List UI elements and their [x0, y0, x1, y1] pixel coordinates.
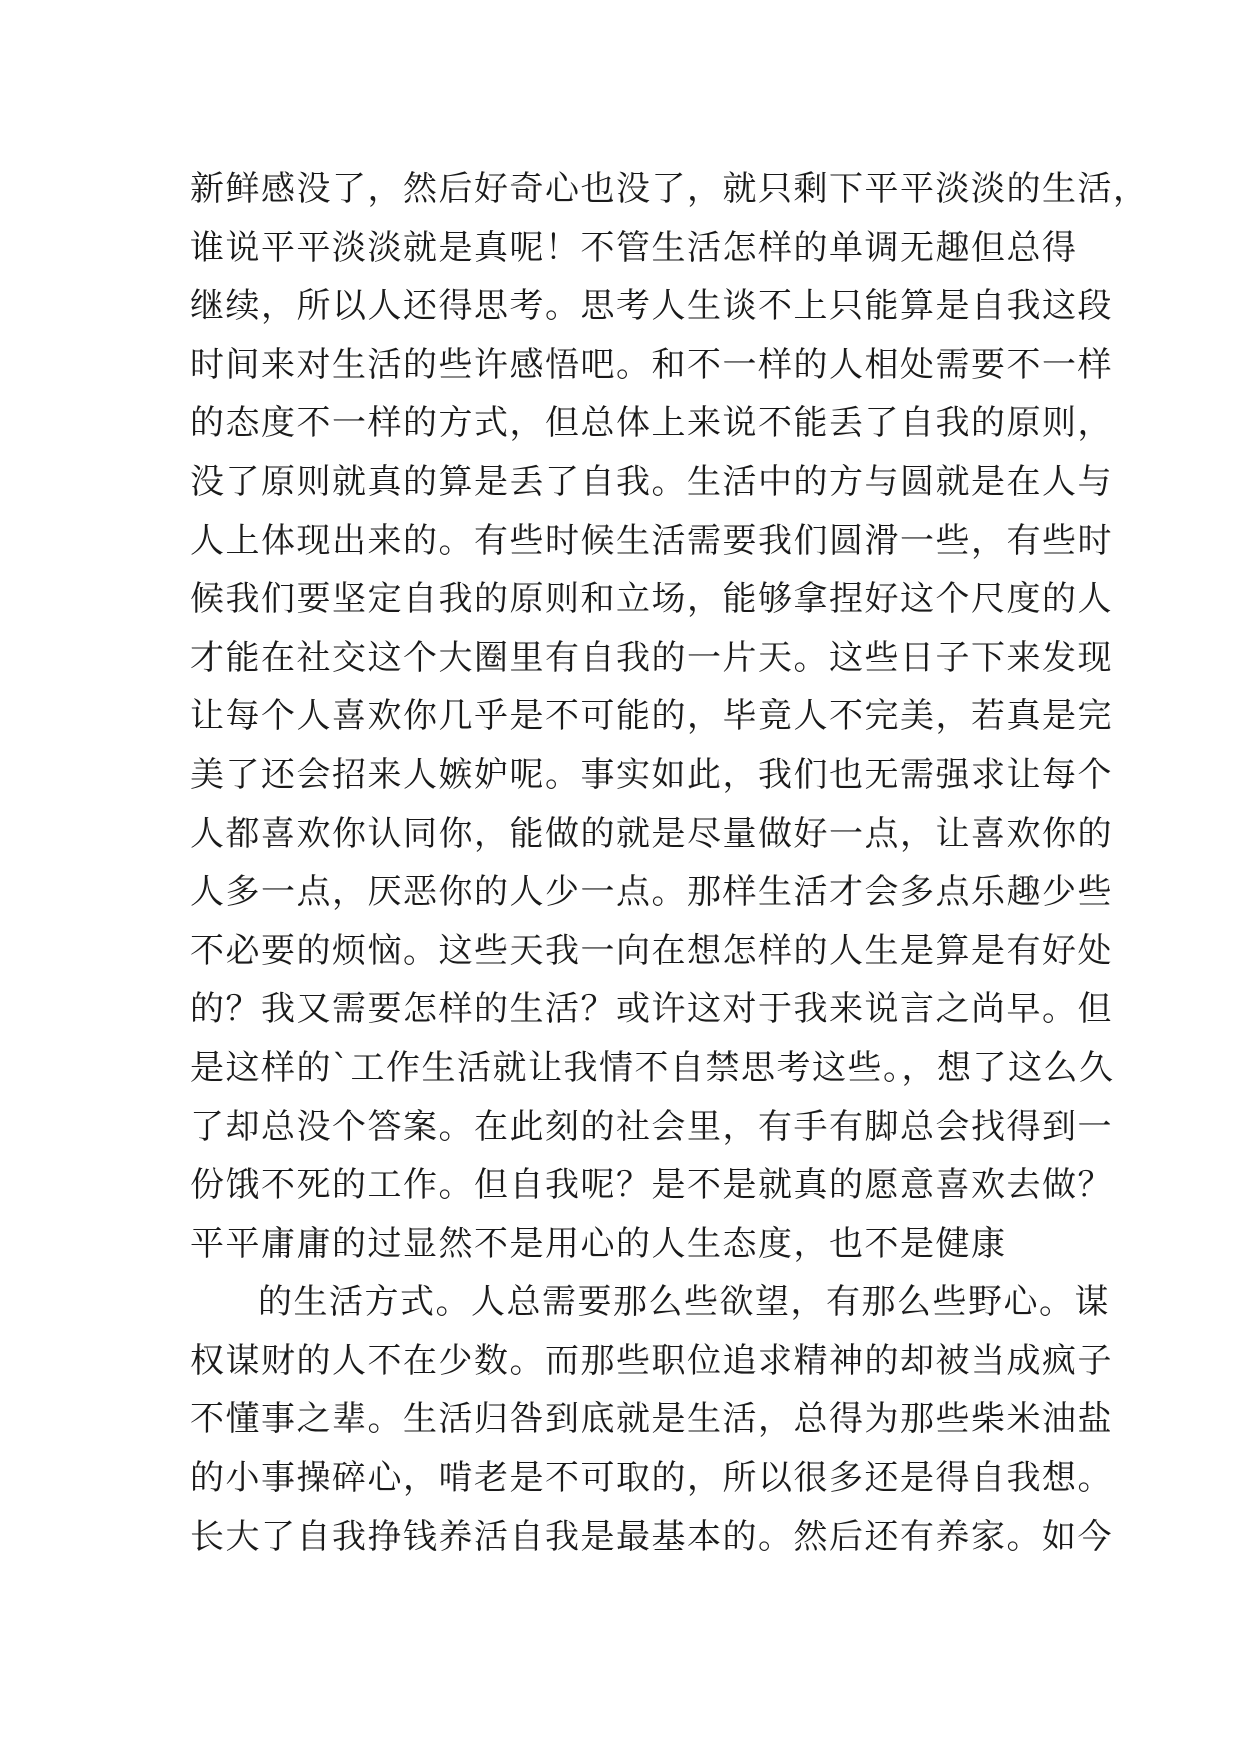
text-line: 长大了自我挣钱养活自我是最基本的。然后还有养家。如今: [190, 1516, 1113, 1557]
text-line: 是这样的`工作生活就让我情不自禁思考这些。，想了这么久: [190, 1047, 1115, 1088]
text-line: 人都喜欢你认同你，能做的就是尽量做好一点，让喜欢你的: [190, 813, 1113, 854]
text-line: 没了原则就真的算是丢了自我。生活中的方与圆就是在人与: [190, 461, 1113, 502]
body-text: [190, 160, 1149, 1566]
text-line: 谁说平平淡淡就是真呢！不管生活怎样的单调无趣但总得: [190, 227, 1078, 268]
text-line: 了却总没个答案。在此刻的社会里，有手有脚总会找得到一: [190, 1106, 1113, 1147]
text-line: 人上体现出来的。有些时候生活需要我们圆滑一些，有些时: [190, 520, 1113, 561]
text-line: 权谋财的人不在少数。而那些职位追求精神的却被当成疯子: [190, 1340, 1113, 1381]
text-line: 不必要的烦恼。这些天我一向在想怎样的人生是算是有好处: [190, 930, 1113, 971]
text-line: 时间来对生活的些许感悟吧。和不一样的人相处需要不一样: [190, 344, 1113, 385]
text-line: 候我们要坚定自我的原则和立场，能够拿捏好这个尺度的人: [190, 579, 1113, 620]
text-line: 新鲜感没了，然后好奇心也没了，就只剩下平平淡淡的生活，: [190, 169, 1149, 209]
text-line: 的小事操碎心，啃老是不可取的，所以很多还是得自我想。: [190, 1458, 1113, 1499]
text-line: 不懂事之辈。生活归咎到底就是生活，总得为那些柴米油盐: [190, 1399, 1113, 1440]
text-line-indented: 的生活方式。人总需要那么些欲望，有那么些野心。谋: [258, 1282, 1110, 1323]
text-line: 才能在社交这个大圈里有自我的一片天。这些日子下来发现: [190, 637, 1113, 678]
text-line: 平平庸庸的过显然不是用心的人生态度，也不是健康: [190, 1223, 1007, 1264]
text-line: 让每个人喜欢你几乎是不可能的，毕竟人不完美，若真是完: [190, 696, 1113, 737]
text-line: 人多一点，厌恶你的人少一点。那样生活才会多点乐趣少些: [190, 872, 1113, 913]
text-line: 继续，所以人还得思考。思考人生谈不上只能算是自我这段: [190, 286, 1113, 327]
text-line: 份饿不死的工作。但自我呢？是不是就真的愿意喜欢去做？: [190, 1165, 1113, 1206]
text-line: 美了还会招来人嫉妒呢。事实如此，我们也无需强求让每个: [190, 754, 1113, 795]
text-line: 的？我又需要怎样的生活？或许这对于我来说言之尚早。但: [190, 989, 1113, 1030]
text-line: 的态度不一样的方式，但总体上来说不能丢了自我的原则，: [190, 403, 1113, 444]
